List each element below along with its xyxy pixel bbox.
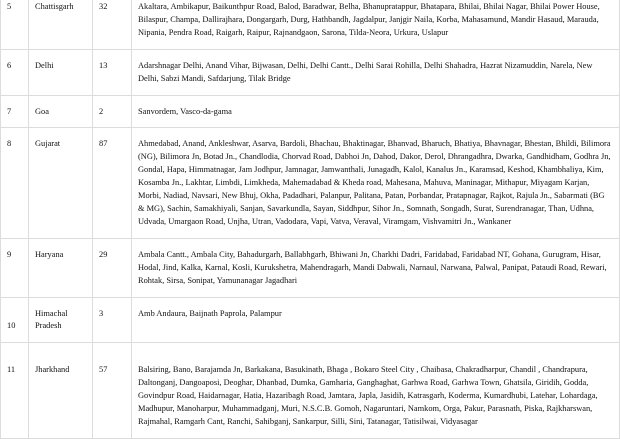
table-row bbox=[1, 343, 620, 439]
station-list: Akaltara, Ambikapur, Baikunthpur Road, Balod, Baradwar, Belha, Bhanupratappur, Bhatapara, Bhilai, Bhilai Nagar, Bhilai Power House, Bilaspur, Champa, Dallirajhara, Dongargarh, Durg, Hathbandh, Jagdalpur, Janjgir Naila, Korba, Mahasamund, Mandir Hasaud, Marauda, Nipania, Pendra Road, Raigarh, Raipur, Rajnandgaon, Sarona, Tilda-Neora, Urkura, Uslapur bbox=[132, 0, 620, 49]
station-list: Adarshnagar Delhi, Anand Vihar, Bijwasan, Delhi, Delhi Cantt., Delhi Sarai Rohilla, Delhi Shahadra, Hazrat Nizamuddin, Narela, New Delhi, Sabzi Mandi, Safdarjung, Tilak Bridge bbox=[132, 49, 620, 95]
station-list: Ahmedabad, Anand, Ankleshwar, Asarva, Bardoli, Bhachau, Bhaktinagar, Bhanvad, Bharuch, Bhatiya, Bhavnagar, Bhestan, Bhildi, Bilimora (NG), Bilimora Jn, Botad Jn., Chandlodia, Chorvad Road, Dabhoi Jn, Dahod, Dakor, Derol, Dhrangadhra, Dwarka, Gandhidham, Godhra Jn, Gondal, Hapa, Himmatnagar, Jam Jodhpur, Jamnagar, Jamwanthali, Junagadh, Kalol, Kanalus Jn., Karamsad, Keshod, Khambhaliya, Kim, Kosamba Jn., Lakhtar, Limbdi, Limkheda, Mahemadabad & Kheda road, Mahesana, Mahuva, Maninagar, Mithapur, Miyagam Karjan, Morbi, Nadiad, Navsari, New Bhuj, Okha, Padadhari, Palanpur, Palitana, Patan, Porbandar, Pratapnagar, Rajkot, Rajula Jn., Sabarmati (BG & MG), Sachin, Samakhiyali, Sanjan, Savarkundla, Sayan, Siddhpur, Sihor Jn., Somnath, Songadh, Surat, Surendranagar, Than, Udhna, Udvada, Umargaon Road, Unjha, Utran, Vadodara, Vapi, Vatva, Veraval, Viramgam, Vishvamitri Jn., Wankaner bbox=[132, 128, 620, 238]
serial-number: 11 bbox=[1, 343, 29, 439]
table-row bbox=[1, 0, 620, 49]
state-name: Gujarat bbox=[29, 128, 93, 238]
serial-number: 8 bbox=[1, 128, 29, 238]
station-list: Sanvordem, Vasco-da-gama bbox=[132, 95, 620, 128]
state-name: Goa bbox=[29, 95, 93, 128]
serial-number: 5 bbox=[1, 0, 29, 49]
table-row bbox=[1, 128, 620, 238]
station-count: 3 bbox=[93, 297, 132, 343]
station-list: Ambala Cantt., Ambala City, Bahadurgarh, Ballabhgarh, Bhiwani Jn, Charkhi Dadri, Faridabad, Faridabad NT, Gohana, Gurugram, Hisar, Hodal, Jind, Kalka, Karnal, Kosli, Kurukshetra, Mahendragarh, Mandi Dabwali, Narnaul, Narwana, Palwal, Panipat, Pataudi Road, Rewari, Rohtak, Sirsa, Sonipat, Yamunanagar Jagadhari bbox=[132, 238, 620, 297]
state-name: Himachal Pradesh bbox=[29, 297, 93, 343]
station-count: 13 bbox=[93, 49, 132, 95]
table-row bbox=[1, 95, 620, 128]
state-name: Haryana bbox=[29, 238, 93, 297]
station-count: 32 bbox=[93, 0, 132, 49]
station-count: 29 bbox=[93, 238, 132, 297]
table-row bbox=[1, 49, 620, 95]
table-row bbox=[1, 297, 620, 343]
serial-number: 7 bbox=[1, 95, 29, 128]
serial-number: 6 bbox=[1, 49, 29, 95]
state-name: Jharkhand bbox=[29, 343, 93, 439]
station-list: Amb Andaura, Baijnath Paprola, Palampur bbox=[132, 297, 620, 343]
station-list: Balsiring, Bano, Barajamda Jn, Barkakana, Basukinath, Bhaga , Bokaro Steel City , Chaibasa, Chakradharpur, Chandil , Chandrapura, Daltonganj, Dangoaposi, Deoghar, Dhanbad, Dumka, Gamharia, Ganghaghat, Garhwa Road, Garhwa Town, Ghatsila, Giridih, Godda, Govindpur Road, Haidarnagar, Hatia, Hazaribagh Road, Jamtara, Japla, Jasidih, Katrasgarh, Koderma, Kumardhubi, Latehar, Lohardaga, Madhupur, Manoharpur, Muhammadganj, Muri, N.S.C.B. Gomoh, Nagaruntari, Namkom, Orga, Pakur, Parasnath, Piska, Rajkharswan, Rajmahal, Ramgarh Cant, Ranchi, Sahibganj, Sankarpur, Silli, Sini, Tatanagar, Tatisilwai, Vidyasagar bbox=[132, 343, 620, 439]
state-name: Chattisgarh bbox=[29, 0, 93, 49]
table-row bbox=[1, 238, 620, 297]
station-count: 87 bbox=[93, 128, 132, 238]
serial-number: 10 bbox=[1, 297, 29, 343]
station-count: 57 bbox=[93, 343, 132, 439]
state-name: Delhi bbox=[29, 49, 93, 95]
serial-number: 9 bbox=[1, 238, 29, 297]
station-count: 2 bbox=[93, 95, 132, 128]
